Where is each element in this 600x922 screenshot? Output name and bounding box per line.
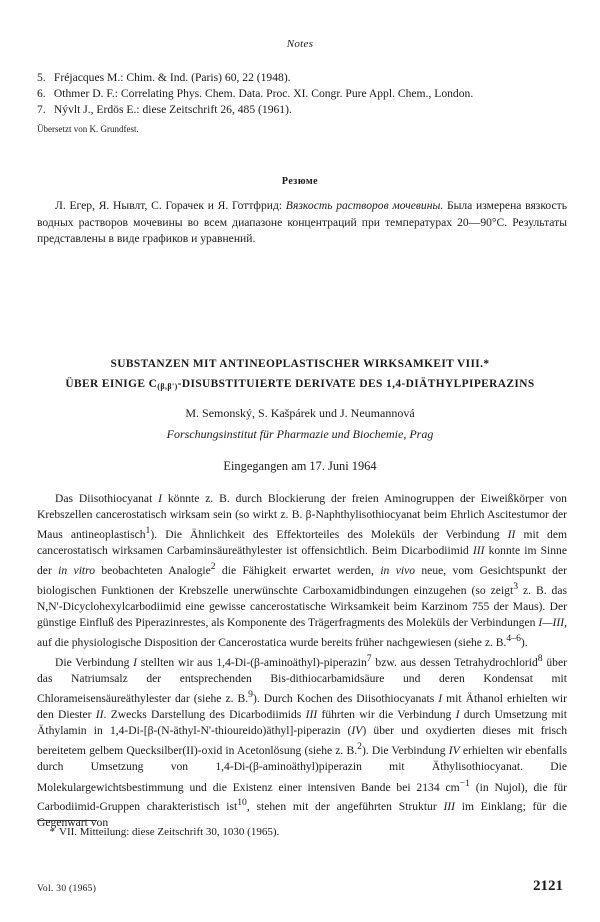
summary-article-title: Вязкость растворов мочевины. [285, 199, 444, 212]
footnote [37, 826, 567, 838]
body-paragraph: Die Verbindung I stellten wir aus 1,4-Di-(β-aminoäthyl)-piperazin$^7$ bzw. aus dessen Tetrahydrochlorid$^8$ über das Natriumsalz der entsprechenden Bis-dithiocarbamidsäure und deren Kondensat mit Chlorameisensäureäthylester dar (siehe z. B.$^9$). Durch Kochen des Diisothiocyanats I mit Äthanol erhielten wir den Diester II. Zwecks Darstellung des Dicarbodiimids III führten wir die Verbindung I durch Umsetzung mit Äthylamin in 1,4-Di-[β-(N-äthyl-N'-thioureido)äthyl]-piperazin (IV) über und oxydierten dieses mit frisch bereitetem gelbem Quecksilber(II)-oxid in Acetonlösung (siehe z. B.$^2$). Die Verbindung IV erhielten wir ebenfalls durch Umsetzung von 1,4-Di-(β-aminoäthyl)piperazin mit Äthylisothiocyanat. Die Molekulargewichtsbestimmung und die Existenz einer intensiven Bande bei 2134 $cm^{-1}$ (in Nujol), die für Carbodiimid-Gruppen charakteristisch ist$^{10}$, stehen mit der angeführten Struktur III im Einklang; für die Gegenwart von [37, 653, 568, 830]
reference-text: Othmer D. F.: Correlating Phys. Chem. Data. Proc. XI. Congr. Pure Appl. Chem., London. [53, 87, 474, 100]
running-head: Notes [286, 38, 314, 50]
summary-authors: Л. Егер, Я. Нывлт, С. Горачек и Я. Готтфрид: [55, 199, 283, 212]
footnote-marker: * [49, 826, 55, 838]
reference-item [37, 70, 567, 86]
title-part: -DISUBSTITUIERTE DERIVATE DES 1,4-DIÄTHYLPIPERAZINS [177, 378, 535, 390]
article-title-line-2 [0, 378, 600, 391]
reference-number: 7. [37, 103, 46, 116]
reference-list [37, 70, 567, 118]
article-title-line-1: SUBSTANZEN MIT ANTINEOPLASTISCHER WIRKSAMKEIT VIII.* [110, 358, 490, 370]
page-number: 2121 [533, 878, 563, 894]
russian-summary [37, 198, 567, 248]
reference-number: 6. [37, 87, 46, 100]
volume-info: Vol. 30 (1965) [37, 884, 97, 894]
summary-heading: Резюме [281, 176, 319, 187]
body-paragraph: Das Diisothiocyanat I könnte z. B. durch Blockierung der freien Aminogruppen der Eiweißkörper von Krebszellen cancerostatisch wirksam sein (so wirkt z. B. β-Naphthylisothiocyanat beim Ehrlich Ascitestumor der Maus antineoplastisch$^1$). Die Ähnlichkeit des Effektorteiles des Moleküls der Verbindung II mit dem cancerostatisch wirksamen Carbaminsäureäthylester ist offensichtlich. Beim Dicarbodiimid III konnte im Sinne der in vitro beobachteten Analogie$^2$ die Fähigkeit erwartet werden, in vivo neue, vom Gesichtspunkt der biologischen Funktionen der Krebszelle unerwünschte Carboxamidbindungen einzugehen (so zeigt$^3$ z. B. das N,N'-Dicyclohexylcarbodiimid eine gewisse cancerostatische Wirksamkeit beim Karzinom 755 der Maus). Der günstige Einfluß des Piperazinrestes, als Komponente des Trägerfragments des Moleküls der Verbindungen I—III, auf die physiologische Disposition der Cancerostatica wurde bereits früher nachgewiesen (siehe z. B.$^{4-6}$). [37, 492, 567, 650]
article-institute: Forschungsinstitut für Pharmazie und Biochemie, Prag [166, 427, 434, 441]
reference-item [37, 102, 567, 118]
title-subscript: (β,β') [157, 382, 178, 391]
footnote-rule [37, 820, 97, 821]
translator-note: Übersetzt von K. Grundfest. [37, 124, 139, 134]
summary-text: Была измерена вязкость водных растворов мочевины во всем диапазоне концентраций при температурах 20—90°C. Результаты представлены в виде графиков и уравнений. [37, 199, 568, 246]
reference-text: Fréjacques M.: Chim. & Ind. (Paris) 60, 22 (1948). [53, 71, 291, 84]
reference-number: 5. [37, 71, 46, 84]
received-date: Eingegangen am 17. Juni 1964 [223, 459, 377, 473]
footnote-text: VII. Mitteilung: diese Zeitschrift 30, 1030 (1965). [59, 826, 280, 838]
title-part: ÜBER EINIGE C [65, 378, 158, 390]
reference-text: Nývlt J., Erdös E.: diese Zeitschrift 26, 485 (1961). [53, 103, 292, 116]
reference-item [37, 86, 567, 102]
article-authors: M. Semonský, S. Kašpárek und J. Neumannová [185, 406, 415, 420]
article-body [37, 491, 567, 832]
